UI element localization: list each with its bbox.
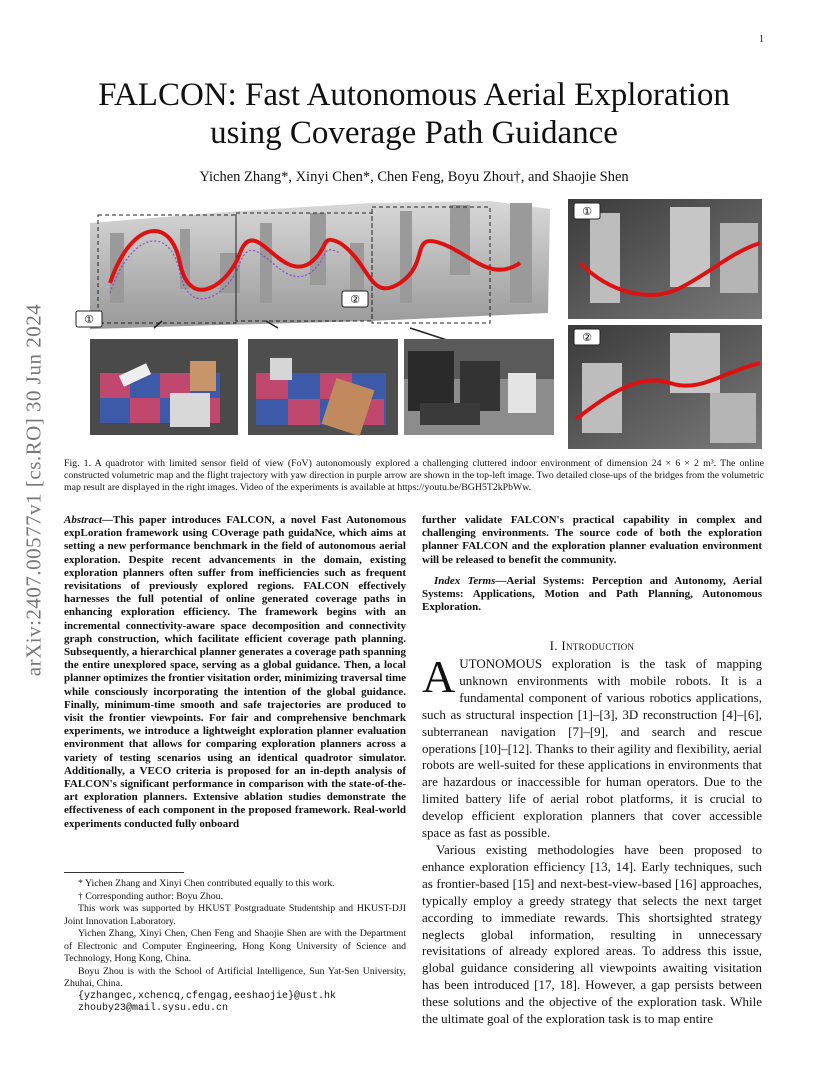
- intro-paragraph-1: UTONOMOUS exploration is the task of mapping unknown environments with mobile robots. It is a fundamental component of various robotics applications, such as structural inspection [1]–[3], 3D reconstruction [4]–[6], subterranean navigation [7]–[9], and search and rescue operations [10]–[12]. Thanks to their agility and flexibility, aerial robots are well-suited for these applications in environments that are hazardous or inaccessible for human operators. Due to the limited battery life of aerial robot platforms, it is crucial to develop efficient exploration planners that cover accessible space as fast as possible.: [422, 656, 762, 841]
- footnote-5: Boyu Zhou is with the School of Artificial Intelligence, Sun Yat-Sen University, Zhuhai, China.: [64, 965, 406, 989]
- footnote-3: This work was supported by HKUST Postgraduate Studentship and HKUST-DJI Joint Innovation Laboratory.: [64, 903, 406, 927]
- camera-badge-1: [76, 311, 102, 327]
- badge-1-label: ①: [84, 313, 94, 326]
- badge-2-label: ②: [350, 293, 360, 306]
- photo-3: [404, 339, 554, 435]
- footnote-4: Yichen Zhang, Xinyi Chen, Chen Feng and Shaojie Shen are with the Department of Electronic and Computer Engineering, Hong Kong University of Science and Technology, Hong Kong, China.: [64, 928, 406, 964]
- photo-2: [248, 339, 398, 436]
- closeup-2: [568, 325, 762, 449]
- arxiv-stamp: [14, 290, 54, 690]
- page-number: 1: [759, 34, 764, 45]
- abstract-text: —This paper introduces FALCON, a novel Fast Autonomous expLoration framework using COverage path guidaNce, which aims at setting a new performance benchmark in the field of autonomous aerial exploration. Despite recent advancements in the domain, existing exploration planners often suffer from inefficiencies such as frequent revisitations of previously explored regions. FALCON effectively harnesses the full potential of online generated coverage paths in enhancing exploration efficiency. The framework begins with an incremental connectivity-aware space decomposition and connectivity graph construction, which facilitate efficient coverage path planning. Subsequently, a hierarchical planner generates a coverage path spanning the entire unexplored space, serving as a global guidance. Then, a local planner optimizes the frontier visitation order, minimizing traversal time while consciously incorporating the intention of the global guidance. Finally, minimum-time smooth and safe trajectories are produced to visit the frontier viewpoints. For fair and comprehensive benchmark experiments, we introduce a lightweight exploration planner evaluation environment that allows for comparing exploration planners across a variety of testing scenarios using an identical quadrotor simulator. Additionally, a VECO criteria is proposed for an in-depth analysis of FALCON's significant performance in comparison with the state-of-the-art exploration planners. Extensive ablation studies demonstrate the effectiveness of each component in the proposed framework. Real-world experiments conducted fully onboard: [64, 514, 406, 830]
- section-heading: [422, 638, 762, 654]
- author-list: Yichen Zhang*, Xinyi Chen*, Chen Feng, Boyu Zhou†, and Shaojie Shen: [199, 169, 629, 185]
- abstract: [64, 514, 406, 831]
- drop-cap: A: [422, 651, 456, 702]
- email-line-1: {yzhangec,xchencq,cfengag,eeshaojie}@ust.hk: [78, 990, 337, 1002]
- abstract-label: Abstract: [64, 514, 102, 526]
- abstract-continued-block: [422, 514, 762, 614]
- camera-badge-2: [342, 291, 368, 307]
- email-line-2: zhouby23@mail.sysu.edu.cn: [78, 1003, 229, 1014]
- footnotes: [64, 878, 406, 1016]
- photo-1: [90, 339, 238, 435]
- figure-caption: Fig. 1. A quadrotor with limited sensor field of view (FoV) autonomously explored a challenging cluttered indoor environment of dimension 24 × 6 × 2 m³. The online constructed volumetric map and the flight trajectory with yaw direction in purple arrow are shown in the top-left image. Two detailed close-ups of the bridges from the volumetric map result are displayed in the right images. Video of the experiments is available at https://youtu.be/BGH5T2kPbWw.: [64, 458, 764, 493]
- abstract-continued: further validate FALCON's practical capability in complex and challenging environments. The source code of both the exploration planner FALCON and the exploration planner evaluation environment will be released to benefit the community.: [422, 514, 762, 566]
- closeup-1: [568, 199, 762, 319]
- index-terms-label: Index Terms: [434, 574, 496, 587]
- paper-title: FALCON: Fast Autonomous Aerial Exploration using Coverage Path Guidance: [98, 77, 730, 151]
- index-terms: [422, 575, 762, 615]
- index-terms-text: —Aerial Systems: Perception and Autonomy, Aerial Systems: Applications, Motion and Path Planning, Autonomous Exploration.: [422, 574, 762, 614]
- intro-paragraph-2: Various existing methodologies have been proposed to enhance exploration efficiency [13, 14]. Early techniques, such as frontier-based [15] and next-best-view-based [16] approaches, typically employ a greedy strategy that selects the next target according to immediate rewards. This shortsighted strategy neglects global information, resulting in unnecessary revisitations of already explored areas. To address this issue, global guidance considering all viewpoints awaiting visitation has been introduced [17, 18]. However, a gap persists between these solutions and the objective of the exploration task. While the ultimate goal of the exploration task is to map entire: [422, 841, 762, 1027]
- arxiv-stamp-text: arXiv:2407.00577v1 [cs.RO] 30 Jun 2024: [21, 303, 46, 677]
- section-title: Introduction: [561, 638, 635, 653]
- figure-1: [70, 193, 762, 451]
- introduction-text: [422, 651, 762, 1028]
- figure-1-graphic: [70, 193, 762, 451]
- closeup-2-badge: ②: [582, 331, 592, 344]
- closeup-1-badge: ①: [582, 205, 592, 218]
- volumetric-map: [90, 201, 550, 341]
- footnote-rule: [64, 872, 184, 873]
- section-number: I.: [549, 638, 558, 653]
- footnote-1: * Yichen Zhang and Xinyi Chen contributed equally to this work.: [78, 878, 335, 889]
- footnote-2: † Corresponding author: Boyu Zhou.: [78, 890, 224, 902]
